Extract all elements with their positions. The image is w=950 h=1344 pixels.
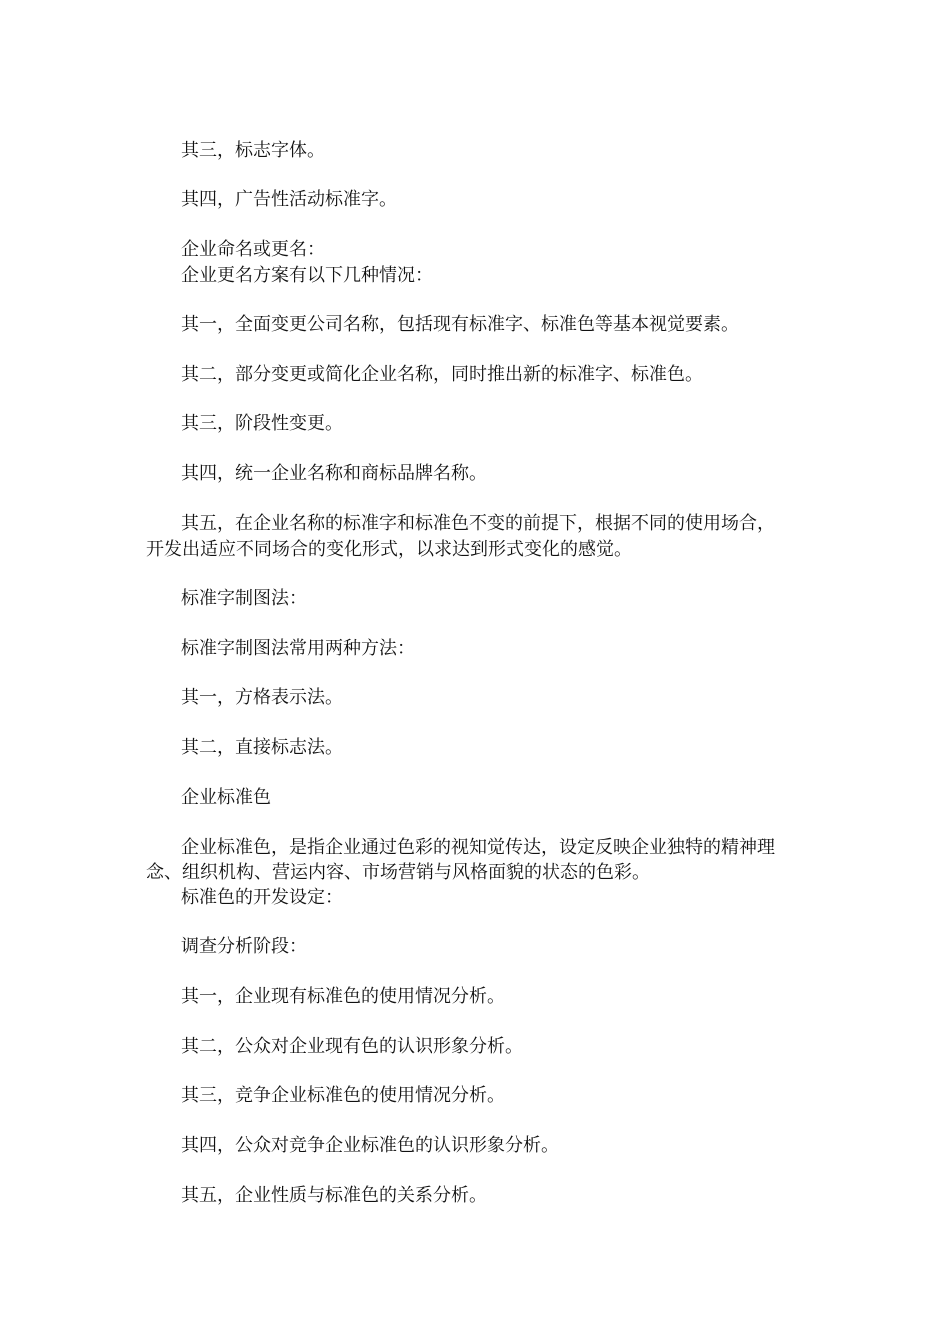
paragraph-line: 其五，在企业名称的标准字和标准色不变的前提下，根据不同的使用场合， [181,513,775,534]
paragraph-line: 其四，广告性活动标准字。 [181,189,397,210]
paragraph-line: 其一，企业现有标准色的使用情况分析。 [181,986,505,1007]
paragraph-line: 其二，公众对企业现有色的认识形象分析。 [181,1036,523,1057]
paragraph-line: 其二，部分变更或简化企业名称，同时推出新的标准字、标准色。 [181,364,703,385]
paragraph-line: 其四，公众对竞争企业标准色的认识形象分析。 [181,1135,559,1156]
paragraph-line: 其三，标志字体。 [181,140,325,161]
section-heading: 企业标准色 [181,787,271,808]
paragraph-line: 企业标准色，是指企业通过色彩的视知觉传达，设定反映企业独特的精神理 [181,837,775,858]
paragraph-line: 其一，全面变更公司名称，包括现有标准字、标准色等基本视觉要素。 [181,314,739,335]
paragraph-line: 企业更名方案有以下几种情况： [181,265,433,286]
section-heading: 企业命名或更名： [181,239,325,260]
section-heading: 标准字制图法： [181,588,307,609]
paragraph-line: 念、组织机构、营运内容、市场营销与风格面貌的状态的色彩。 [146,862,650,883]
paragraph-line: 其三，阶段性变更。 [181,413,343,434]
section-heading: 调查分析阶段： [181,936,307,957]
section-heading: 标准色的开发设定： [181,887,343,908]
paragraph-line: 其一，方格表示法。 [181,687,343,708]
paragraph-line: 其二，直接标志法。 [181,737,343,758]
paragraph-line: 其四，统一企业名称和商标品牌名称。 [181,463,487,484]
paragraph-line: 标准字制图法常用两种方法： [181,638,415,659]
paragraph-line: 其三，竞争企业标准色的使用情况分析。 [181,1085,505,1106]
paragraph-line: 其五，企业性质与标准色的关系分析。 [181,1185,487,1206]
paragraph-line: 开发出适应不同场合的变化形式，以求达到形式变化的感觉。 [146,539,632,560]
